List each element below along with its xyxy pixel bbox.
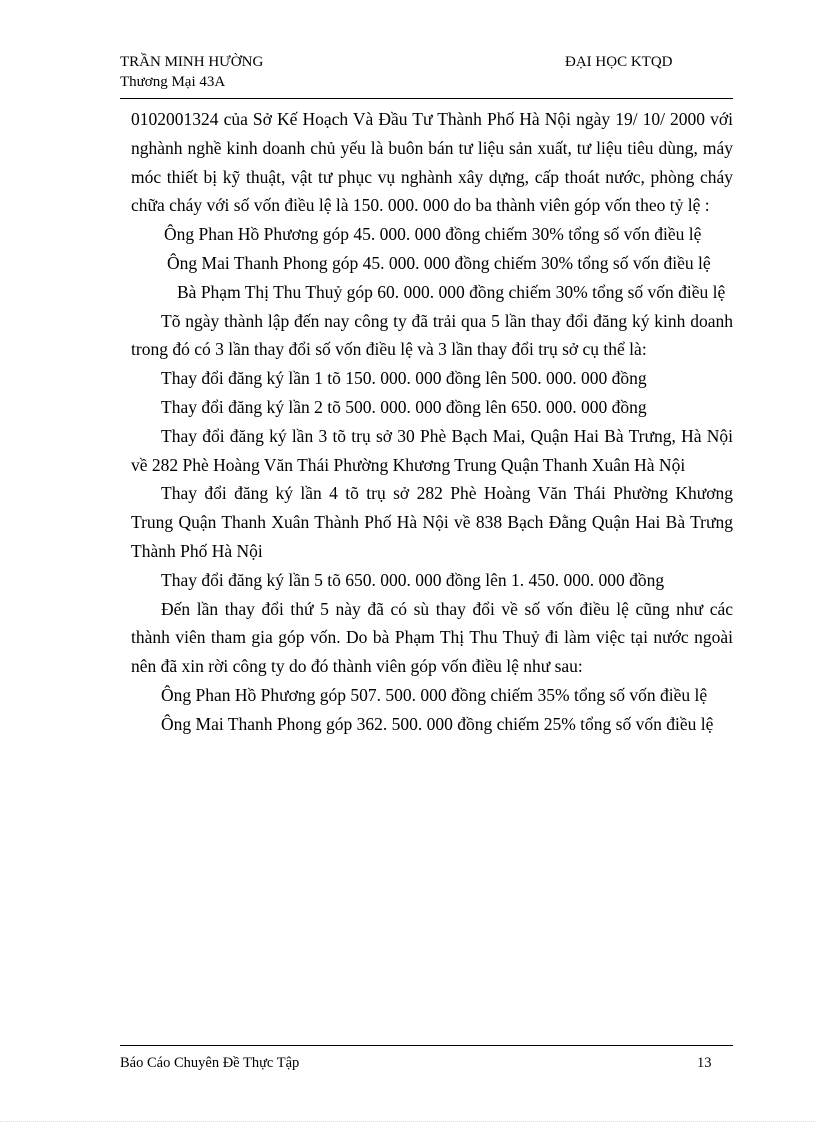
footer-title: Báo Cáo Chuyên Đề Thực Tập <box>120 1055 300 1071</box>
paragraph: Thay đổi đăng ký lần 2 tõ 500. 000. 000 đồng lên 650. 000. 000 đồng <box>161 396 647 417</box>
paragraph: Ông Phan Hồ Phương góp 45. 000. 000 đồng chiếm 30% tổng số vốn điều lệ <box>164 224 702 245</box>
paragraph: Thay đổi đăng ký lần 5 tõ 650. 000. 000 đồng lên 1. 450. 000. 000 đồng <box>161 569 665 590</box>
footer-divider <box>120 1045 733 1046</box>
paragraph: Ông Phan Hồ Phương góp 507. 500. 000 đồng chiếm 35% tổng số vốn điều lệ <box>161 684 708 705</box>
header-left <box>120 52 263 92</box>
author-name: TRẦN MINH HƯỜNG <box>120 54 264 70</box>
page-edge <box>0 1121 816 1122</box>
paragraph: Tõ ngày thành lập đến nay công ty đã trải qua 5 lần thay đổi đăng ký kinh doanh trong đó có 3 lần thay đổi số vốn điều lệ và 3 lần thay đổi trụ sở cụ thể là: <box>131 310 733 360</box>
paragraph: Thay đổi đăng ký lần 1 tõ 150. 000. 000 đồng lên 500. 000. 000 đồng <box>161 368 647 389</box>
paragraph: Bà Phạm Thị Thu Thuỷ góp 60. 000. 000 đồng chiếm 30% tổng số vốn điều lệ <box>177 281 726 302</box>
page-number: 13 <box>697 1055 712 1071</box>
class-name: Thương Mại 43A <box>120 74 226 90</box>
paragraph: Ông Mai Thanh Phong góp 45. 000. 000 đồng chiếm 30% tổng số vốn điều lệ <box>167 252 711 273</box>
paragraph: 0102001324 của Sở Kế Hoạch Và Đầu Tư Thành Phố Hà Nội ngày 19/ 10/ 2000 với nghành nghề kinh doanh chủ yếu là buôn bán tư liệu sản xuất, tư liệu tiêu dùng, máy móc thiết bị kỹ thuật, vật tư phục vụ nghành xây dựng, cấp thoát nước, phòng cháy chữa cháy với số vốn điều lệ là 150. 000. 000 do ba thành viên góp vốn theo tỷ lệ : <box>131 109 733 216</box>
body-text <box>131 105 733 739</box>
university-name: ĐẠI HỌC KTQD <box>565 54 673 70</box>
paragraph: Thay đổi đăng ký lần 4 tõ trụ sở 282 Phè Hoàng Văn Thái Phường Khương Trung Quận Thanh Xuân Thành Phố Hà Nội về 838 Bạch Đằng Quận Hai Bà Trưng Thành Phố Hà Nội <box>131 483 733 561</box>
header-divider <box>120 98 733 99</box>
paragraph: Ông Mai Thanh Phong góp 362. 500. 000 đồng chiếm 25% tổng số vốn điều lệ <box>161 713 714 734</box>
paragraph: Đến lần thay đổi thứ 5 này đã có sù thay đổi về số vốn điều lệ cũng như các thành viên tham gia góp vốn. Do bà Phạm Thị Thu Thuỷ đi làm việc tại nước ngoài nên đã xin rời công ty do đó thành viên góp vốn điều lệ như sau: <box>131 598 733 677</box>
paragraph: Thay đổi đăng ký lần 3 tõ trụ sở 30 Phè Bạch Mai, Quận Hai Bà Trưng, Hà Nội về 282 Phè Hoàng Văn Thái Phường Khương Trung Quận Thanh Xuân Hà Nội <box>131 425 733 475</box>
